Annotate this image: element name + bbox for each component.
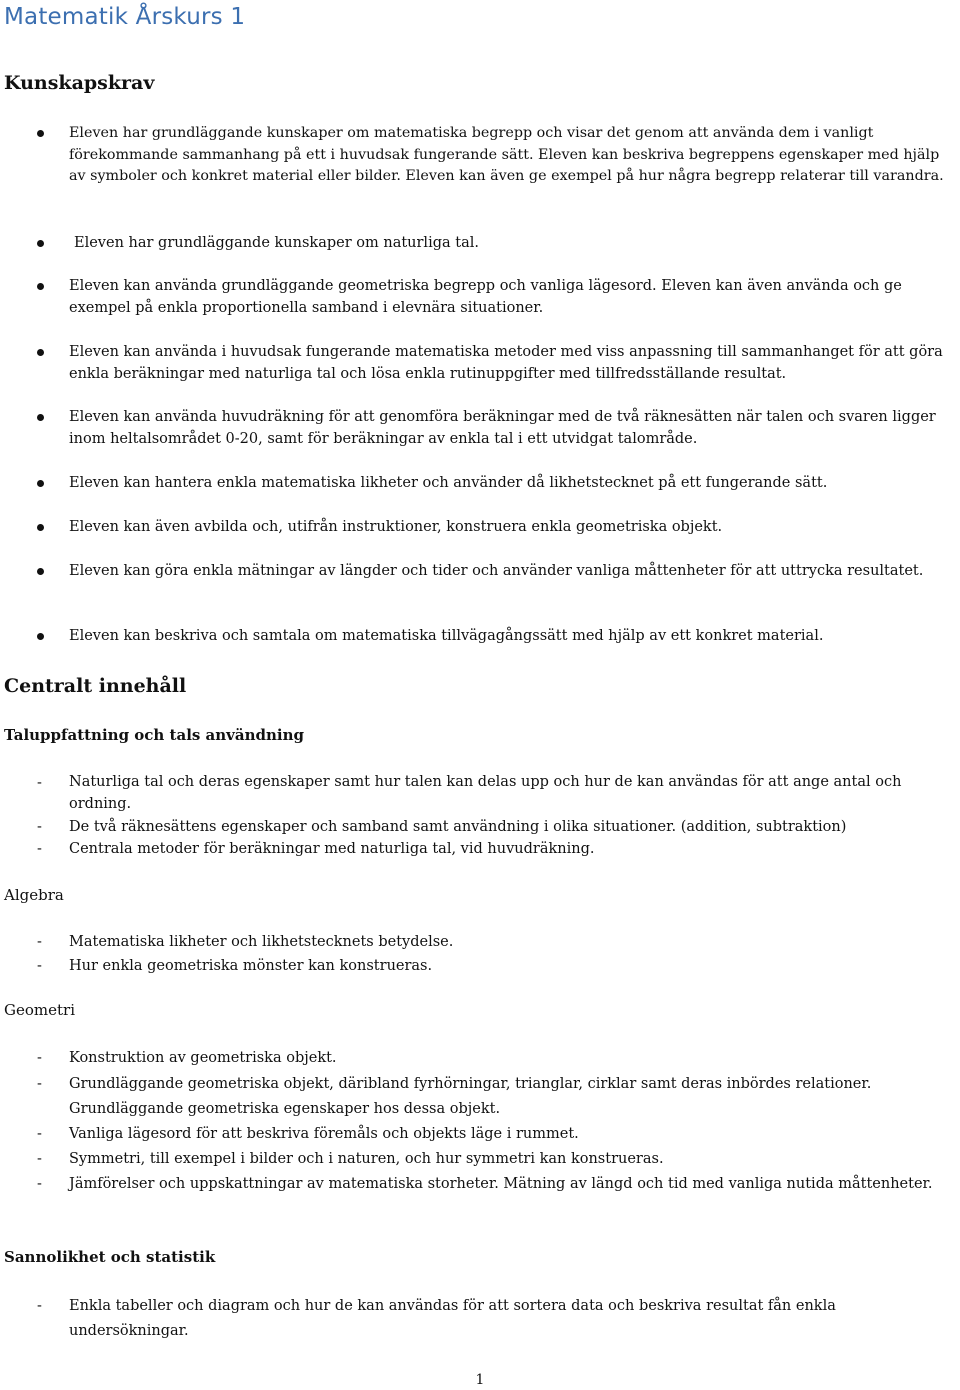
list-item-text: Enkla tabeller och diagram och hur de kan användas för att sortera data och beskriva resultat fån enkla undersökningar. bbox=[69, 1298, 836, 1339]
list-item-text: Hur enkla geometriska mönster kan konstrueras. bbox=[69, 958, 433, 974]
dash-marker: - bbox=[37, 841, 42, 857]
list-item-text: Eleven kan använda huvudräkning för att genomföra beräkningar med de två räknesätten när talen och svaren ligger inom heltalsområdet 0-20, samt för beräkningar av enkla tal i ett utvidgat talområde. bbox=[69, 409, 936, 447]
list-item-text: Jämförelser och uppskattningar av matematiska storheter. Mätning av längd och tid med vanliga nutida måttenheter. bbox=[69, 1176, 933, 1192]
heading-taluppfattning: Taluppfattning och tals användning bbox=[4, 726, 305, 744]
list-item bbox=[0, 233, 960, 255]
list-item-text: Eleven har grundläggande kunskaper om matematiska begrepp och visar det genom att använda dem i vanligt förekommande sammanhang på ett i huvudsak fungerande sätt. Eleven kan beskriva begreppens egenskaper med hjälp av symboler och konkret material eller bilder. Eleven kan även ge exempel på hur några begrepp relaterar till varandra. bbox=[69, 125, 944, 184]
page-title: Matematik Årskurs 1 bbox=[4, 4, 246, 30]
list-item-text: Symmetri, till exempel i bilder och i naturen, och hur symmetri kan konstrueras. bbox=[69, 1151, 664, 1167]
list-item-text: Grundläggande geometriska objekt, däribland fyrhörningar, trianglar, cirklar samt deras inbördes relationer. Grundläggande geometriska egenskaper hos dessa objekt. bbox=[69, 1076, 872, 1117]
dash-marker: - bbox=[37, 1076, 42, 1092]
bullet-icon bbox=[37, 130, 44, 137]
list-item-text: Vanliga lägesord för att beskriva föremåls och objekts läge i rummet. bbox=[69, 1126, 579, 1142]
list-item bbox=[0, 276, 960, 319]
bullet-icon bbox=[37, 240, 44, 247]
list-item bbox=[0, 123, 960, 188]
heading-sannolikhet-statistik: Sannolikhet och statistik bbox=[4, 1248, 216, 1266]
list-item-text: Eleven kan även avbilda och, utifrån instruktioner, konstruera enkla geometriska objekt. bbox=[69, 519, 723, 535]
list-item-text: Eleven kan använda i huvudsak fungerande matematiska metoder med viss anpassning till sammanhanget för att göra enkla beräkningar med naturliga tal och lösa enkla rutinuppgifter med tillfredsställande resultat. bbox=[69, 344, 943, 382]
list-item bbox=[0, 342, 960, 385]
bullet-icon bbox=[37, 633, 44, 640]
list-item bbox=[0, 954, 960, 978]
list-item bbox=[0, 561, 960, 583]
list-item-text: Centrala metoder för beräkningar med naturliga tal, vid huvudräkning. bbox=[69, 841, 595, 857]
list-item-text: Eleven kan beskriva och samtala om matematiska tillvägagångssätt med hjälp av ett konkret material. bbox=[69, 628, 824, 644]
list-item bbox=[0, 837, 960, 861]
heading-kunskapskrav: Kunskapskrav bbox=[4, 72, 155, 94]
list-item-text: Konstruktion av geometriska objekt. bbox=[69, 1050, 337, 1066]
list-item bbox=[0, 1147, 960, 1171]
list-item bbox=[0, 771, 960, 815]
dash-marker: - bbox=[37, 958, 42, 974]
dash-marker: - bbox=[37, 1298, 42, 1314]
bullet-icon bbox=[37, 568, 44, 575]
dash-marker: - bbox=[37, 819, 42, 835]
list-item bbox=[0, 930, 960, 954]
list-item-text: Eleven kan använda grundläggande geometriska begrepp och vanliga lägesord. Eleven kan även använda och ge exempel på enkla proportionella samband i elevnära situationer. bbox=[69, 278, 902, 316]
list-item bbox=[0, 626, 960, 648]
list-item bbox=[0, 1294, 960, 1344]
dash-marker: - bbox=[37, 775, 42, 791]
heading-algebra: Algebra bbox=[4, 886, 64, 904]
list-item-text: Matematiska likheter och likhetstecknets betydelse. bbox=[69, 934, 454, 950]
list-item-text: Naturliga tal och deras egenskaper samt hur talen kan delas upp och hur de kan användas för att ange antal och ordning. bbox=[69, 774, 902, 812]
dash-marker: - bbox=[37, 934, 42, 950]
dash-marker: - bbox=[37, 1050, 42, 1066]
list-item-text: Eleven kan göra enkla mätningar av längder och tider och använder vanliga måttenheter för att uttrycka resultatet. bbox=[69, 563, 924, 579]
list-item-text: Eleven har grundläggande kunskaper om naturliga tal. bbox=[74, 235, 479, 251]
heading-geometri: Geometri bbox=[4, 1001, 75, 1019]
heading-centralt-innehall: Centralt innehåll bbox=[4, 675, 187, 697]
bullet-icon bbox=[37, 524, 44, 531]
dash-marker: - bbox=[37, 1126, 42, 1142]
bullet-icon bbox=[37, 480, 44, 487]
list-item bbox=[0, 815, 960, 839]
dash-marker: - bbox=[37, 1176, 42, 1192]
bullet-icon bbox=[37, 414, 44, 421]
page-number: 1 bbox=[475, 1372, 485, 1388]
list-item bbox=[0, 1072, 960, 1122]
list-item bbox=[0, 473, 960, 495]
list-item bbox=[0, 1046, 960, 1070]
list-item-text: Eleven kan hantera enkla matematiska likheter och använder då likhetstecknet på ett fungerande sätt. bbox=[69, 475, 828, 491]
list-item bbox=[0, 1172, 960, 1197]
bullet-icon bbox=[37, 283, 44, 290]
list-item bbox=[0, 1122, 960, 1146]
list-item bbox=[0, 517, 960, 539]
list-item bbox=[0, 407, 960, 450]
dash-marker: - bbox=[37, 1151, 42, 1167]
list-item-text: De två räknesättens egenskaper och samband samt användning i olika situationer. (addition, subtraktion) bbox=[69, 819, 847, 835]
bullet-icon bbox=[37, 349, 44, 356]
